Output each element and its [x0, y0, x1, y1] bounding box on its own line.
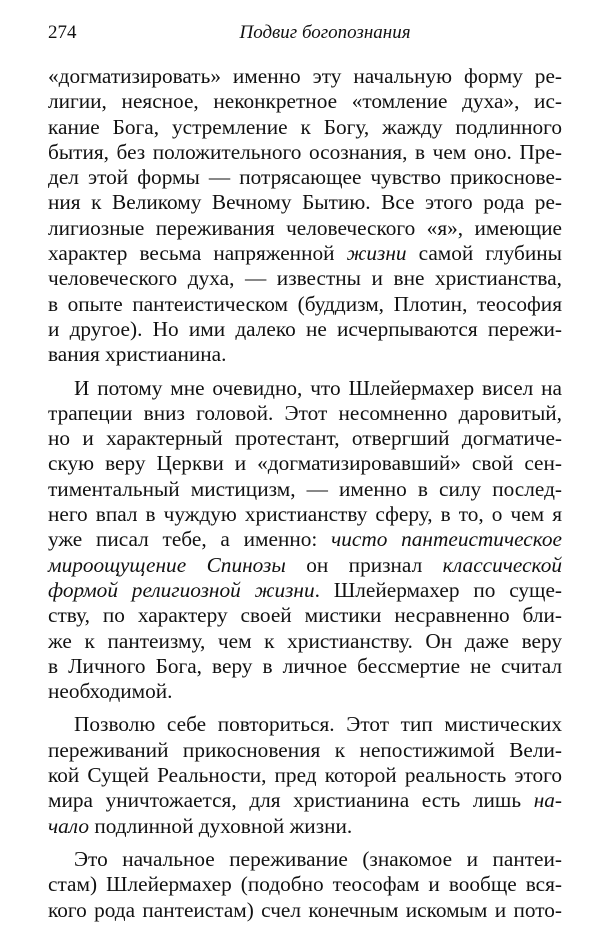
- text-line: кание Бога, устремление к Богу, жажду подлинного: [48, 114, 562, 139]
- text-line: «догматизировать» именно эту начальную форму ре-: [48, 64, 562, 88]
- emphasis: классической: [442, 552, 562, 577]
- text-line: лигиозные переживания человеческого «я», имеющие: [48, 215, 562, 240]
- text-line: человеческого духа, — известны и вне христианства,: [48, 266, 562, 291]
- text-line: кой Сущей Реальности, пред которой реальность этого: [48, 763, 562, 788]
- text-line: переживаний прикосновения к непостижимой Вели-: [48, 737, 562, 762]
- page-number: 274: [48, 22, 77, 43]
- paragraph: [48, 847, 562, 923]
- text-line: мироощущение Спинозы он признал классической: [48, 552, 562, 577]
- paragraph: [48, 712, 562, 838]
- text-line: в опыте пантеистическом (буддизм, Плотин, теософия: [48, 291, 562, 316]
- text-line: трапеции вниз головой. Этот несомненно даровитый,: [48, 400, 562, 425]
- text-line: характер весьма напряженной жизни самой глубины: [48, 241, 562, 266]
- text-line: него впал в чуждую христианству сферу, в то, о чем я: [48, 502, 562, 527]
- paragraph: [48, 376, 562, 705]
- emphasis: формой религиозной жизни: [48, 577, 315, 602]
- body-text: [48, 64, 562, 923]
- text-line: бытия, без положительного осознания, в чем оно. Пре-: [48, 139, 562, 164]
- text-line: Это начальное переживание (знакомое и пантеи-: [74, 846, 562, 871]
- running-title: Подвиг богопознания: [239, 22, 411, 43]
- text-line: кого рода пантеистам) счел конечным искомым и пото-: [48, 897, 562, 922]
- text-line: тиментальный мистицизм, — именно в силу послед-: [48, 476, 562, 501]
- emphasis: чало: [48, 813, 90, 838]
- text-line: Позволю себе повториться. Этот тип мистических: [74, 712, 562, 737]
- emphasis: на-: [533, 788, 562, 813]
- text-line: И потому мне очевидно, что Шлейермахер висел на: [74, 375, 562, 400]
- text-line: же к пантеизму, чем к христианству. Он даже веру: [48, 628, 562, 653]
- paragraph: [48, 64, 562, 368]
- text-line: скую веру Церкви и «догматизировавший» свой сен-: [48, 451, 562, 476]
- text-line: дел этой формы — потрясающее чувство прикоснове-: [48, 165, 562, 190]
- text-line: мира уничтожается, для христианина есть лишь на-: [48, 788, 562, 813]
- text-line: стам) Шлейермахер (подобно теософам и вообще вся-: [48, 872, 562, 897]
- emphasis: мироощущение Спинозы: [48, 552, 286, 577]
- text-line: но и характерный протестант, отвергший догматиче-: [48, 426, 562, 451]
- text-line: ния к Великому Вечному Бытию. Все этого рода ре-: [48, 190, 562, 215]
- text-line: уже писал тебе, а именно: чисто пантеистическое: [48, 527, 562, 552]
- text-line: и другое). Но ими далеко не исчерпываются пережи-: [48, 316, 562, 341]
- text-line: чало подлинной духовной жизни.: [48, 813, 353, 838]
- text-line: необходимой.: [48, 679, 173, 704]
- running-header: [48, 22, 562, 50]
- text-line: вания христианина.: [48, 342, 227, 367]
- text-line: формой религиозной жизни. Шлейермахер по суще-: [48, 577, 563, 602]
- text-line: ству, по характеру своей мистики несравненно бли-: [48, 603, 562, 628]
- emphasis: чисто пантеистическое: [331, 527, 562, 552]
- text-line: лигии, неясное, неконкретное «томление духа», ис-: [48, 89, 562, 114]
- text-line: в Личного Бога, веру в личное бессмертие не считал: [48, 653, 562, 678]
- emphasis: жизни: [346, 241, 407, 266]
